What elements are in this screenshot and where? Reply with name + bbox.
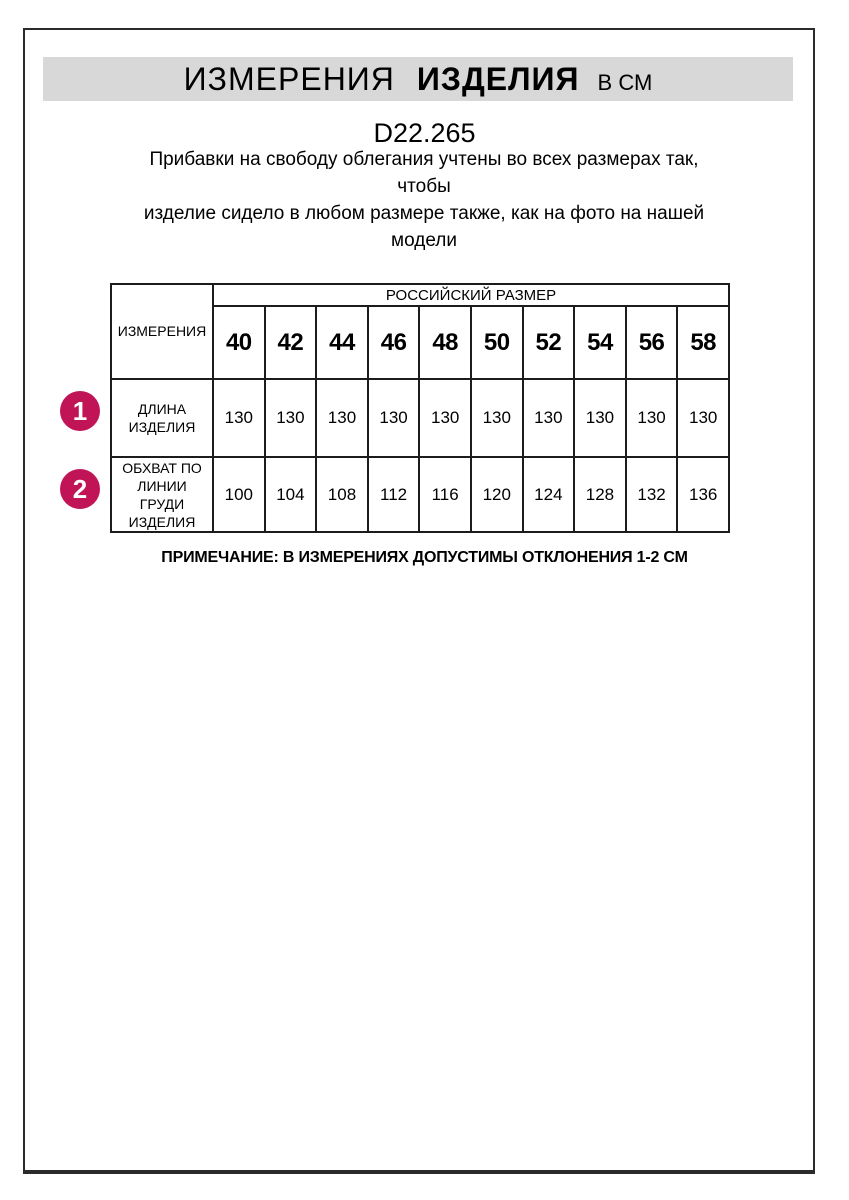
chest-value: 136 <box>677 457 729 532</box>
chest-value: 120 <box>471 457 523 532</box>
chest-value: 104 <box>265 457 317 532</box>
size-col-header: 58 <box>677 306 729 379</box>
chest-value: 116 <box>419 457 471 532</box>
size-col-header: 44 <box>316 306 368 379</box>
length-value: 130 <box>368 379 420 457</box>
chest-value: 124 <box>523 457 575 532</box>
fit-description <box>124 146 724 254</box>
marker-number: 1 <box>72 395 88 426</box>
title-text-product: ИЗДЕЛИЯ <box>416 61 580 97</box>
fit-description-line: изделие сидело в любом размере также, как на фото на нашей <box>143 203 705 224</box>
fit-description-line: модели <box>391 230 457 251</box>
length-value: 130 <box>574 379 626 457</box>
table-row-group-header <box>111 284 729 306</box>
row-marker-2 <box>60 469 100 509</box>
row-label-length: ДЛИНА ИЗДЕЛИЯ <box>111 379 213 457</box>
chest-value: 100 <box>213 457 265 532</box>
length-value: 130 <box>626 379 678 457</box>
size-col-header: 46 <box>368 306 420 379</box>
product-code: D22.265 <box>373 118 476 148</box>
length-value: 130 <box>677 379 729 457</box>
row-marker-1 <box>60 391 100 431</box>
chest-value: 132 <box>626 457 678 532</box>
chest-value: 128 <box>574 457 626 532</box>
length-value: 130 <box>316 379 368 457</box>
size-col-header: 42 <box>265 306 317 379</box>
table-row-length <box>111 379 729 457</box>
size-col-header: 48 <box>419 306 471 379</box>
russian-size-group-header: РОССИЙСКИЙ РАЗМЕР <box>213 284 729 306</box>
length-value: 130 <box>471 379 523 457</box>
measurements-corner-header: ИЗМЕРЕНИЯ <box>111 284 213 379</box>
chest-value: 108 <box>316 457 368 532</box>
title-bar <box>43 57 793 101</box>
length-value: 130 <box>523 379 575 457</box>
size-col-header: 52 <box>523 306 575 379</box>
title-text-unit: В СМ <box>597 70 653 95</box>
row-label-chest: ОБХВАТ ПО ЛИНИИ ГРУДИ ИЗДЕЛИЯ <box>111 457 213 532</box>
length-value: 130 <box>213 379 265 457</box>
size-col-header: 40 <box>213 306 265 379</box>
size-col-header: 54 <box>574 306 626 379</box>
size-col-header: 56 <box>626 306 678 379</box>
length-value: 130 <box>419 379 471 457</box>
size-col-header: 50 <box>471 306 523 379</box>
length-value: 130 <box>265 379 317 457</box>
title-text-measurements: ИЗМЕРЕНИЯ <box>183 61 395 97</box>
note-text: ПРИМЕЧАНИЕ: В ИЗМЕРЕНИЯХ ДОПУСТИМЫ ОТКЛОНЕНИЯ 1-2 СМ <box>161 549 688 566</box>
marker-number: 2 <box>72 473 88 504</box>
size-table <box>110 283 730 533</box>
chest-value: 112 <box>368 457 420 532</box>
fit-description-line: Прибавки на свободу облегания учтены во всех размерах так, чтобы <box>149 149 699 197</box>
table-row-chest <box>111 457 729 532</box>
